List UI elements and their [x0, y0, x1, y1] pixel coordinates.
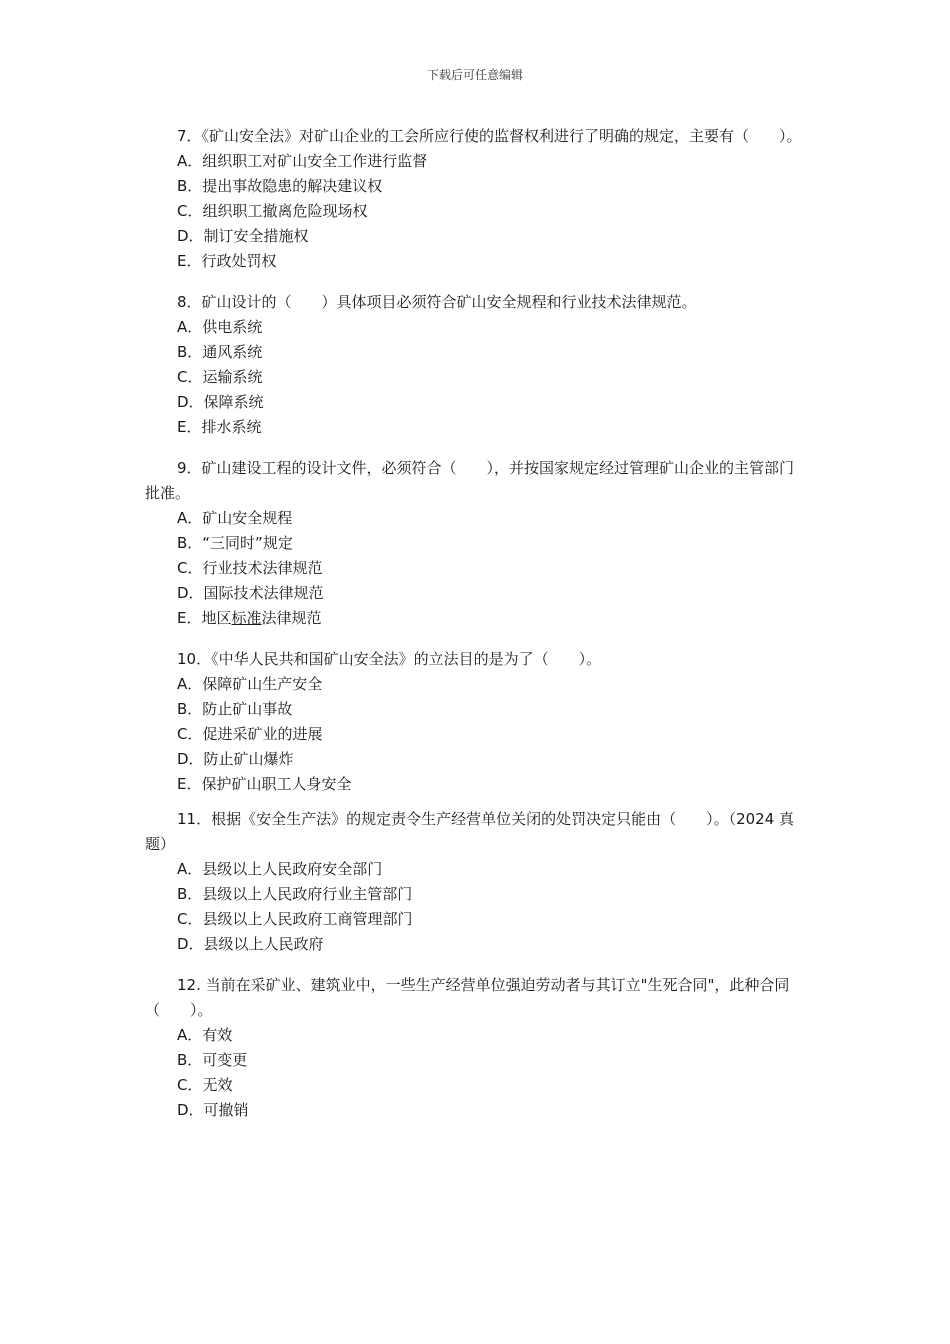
question-text: 8．矿山设计的（ ）具体项目必须符合矿山安全规程和行业技术法律规范。 — [177, 293, 697, 311]
option-b: B．提出事故隐患的解决建议权 — [177, 177, 383, 195]
question-text: 11．根据《安全生产法》的规定责令生产经营单位关闭的处罚决定只能由（ ）。（2024 真题） — [145, 810, 795, 853]
question-9 — [145, 456, 805, 631]
option-c: C．行业技术法律规范 — [177, 559, 323, 577]
option-d: D．可撤销 — [177, 1101, 249, 1119]
option-a: A．组织职工对矿山安全工作进行监督 — [177, 152, 428, 170]
option-c: C．县级以上人民政府工商管理部门 — [177, 910, 413, 928]
option-d: D．防止矿山爆炸 — [177, 750, 294, 768]
option-b: B．县级以上人民政府行业主管部门 — [177, 885, 413, 903]
option-a: A．供电系统 — [177, 318, 263, 336]
question-8 — [145, 290, 805, 440]
option-d: D．保障系统 — [177, 393, 264, 411]
document-body — [145, 124, 805, 1139]
question-12 — [145, 973, 805, 1123]
option-c: C．运输系统 — [177, 368, 263, 386]
option-e — [145, 606, 805, 631]
option-e-suffix: 法律规范 — [261, 609, 322, 627]
question-text: 12. 当前在采矿业、建筑业中，一些生产经营单位强迫劳动者与其订立"生死合同"，此种合同（ ）。 — [145, 976, 790, 1019]
option-a: A．保障矿山生产安全 — [177, 675, 323, 693]
option-c: C．促进采矿业的进展 — [177, 725, 323, 743]
page-header: 下载后可任意编辑 — [426, 68, 523, 82]
option-c: C．无效 — [177, 1076, 233, 1094]
option-b: B．“三同时”规定 — [177, 534, 293, 552]
option-a: A．有效 — [177, 1026, 233, 1044]
option-d: D．县级以上人民政府 — [177, 935, 324, 953]
question-10 — [145, 647, 805, 797]
option-d: D．国际技术法律规范 — [177, 584, 324, 602]
option-b: B．防止矿山事故 — [177, 700, 293, 718]
option-e-underlined-text: 标准 — [231, 609, 262, 627]
option-b: B．通风系统 — [177, 343, 263, 361]
option-b: B．可变更 — [177, 1051, 248, 1069]
question-text: 10．《中华人民共和国矿山安全法》的立法目的是为了（ ）。 — [177, 650, 602, 668]
option-e: E．排水系统 — [177, 418, 262, 436]
question-text: 9．矿山建设工程的设计文件，必须符合（ ），并按国家规定经过管理矿山企业的主管部门批准。 — [145, 459, 795, 502]
option-a: A．矿山安全规程 — [177, 509, 293, 527]
question-7 — [145, 124, 805, 274]
option-a: A．县级以上人民政府安全部门 — [177, 860, 383, 878]
question-text: 7．《矿山安全法》对矿山企业的工会所应行使的监督权利进行了明确的规定，主要有（ ）。 — [177, 127, 802, 145]
option-c: C．组织职工撤离危险现场权 — [177, 202, 368, 220]
option-e: E．行政处罚权 — [177, 252, 277, 270]
option-e-prefix: E．地区 — [177, 609, 232, 627]
option-e: E．保护矿山职工人身安全 — [177, 775, 352, 793]
option-d: D．制订安全措施权 — [177, 227, 309, 245]
question-11 — [145, 807, 805, 957]
